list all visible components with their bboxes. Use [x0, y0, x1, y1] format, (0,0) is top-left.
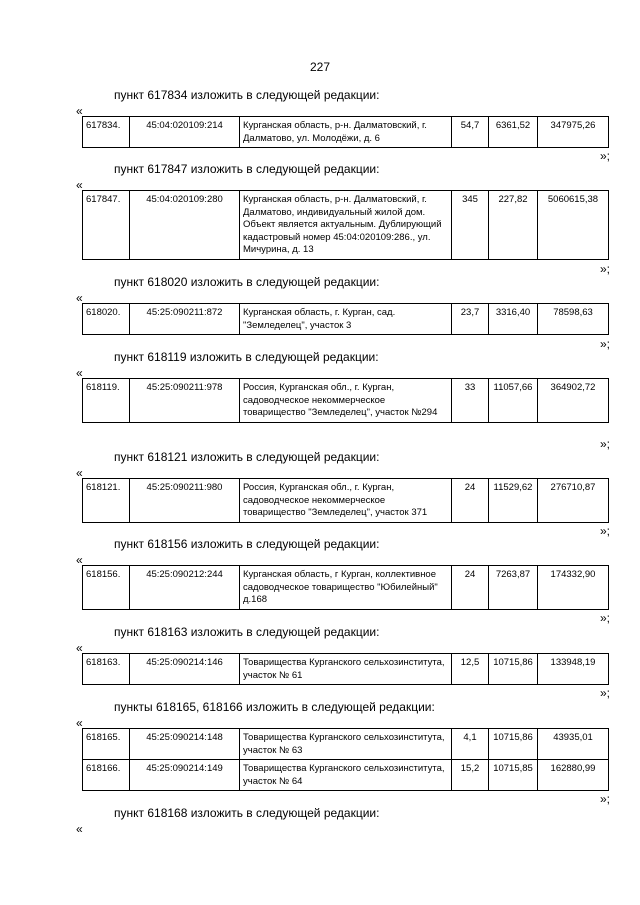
table-row — [83, 654, 609, 685]
open-quote: « — [76, 716, 83, 730]
close-quote: »; — [600, 686, 611, 700]
open-quote: « — [76, 641, 83, 655]
unit-price: 227,82 — [489, 191, 538, 260]
open-quote: « — [76, 178, 83, 192]
row-number: 618165. — [83, 729, 130, 760]
cadastral-number: 45:25:090211:980 — [130, 479, 240, 523]
cadastral-number: 45:25:090214:146 — [130, 654, 240, 685]
area: 33 — [452, 379, 489, 423]
area: 24 — [452, 479, 489, 523]
unit-price: 11057,66 — [489, 379, 538, 423]
address: Курганская область, р-н. Далматовский, г. Далматово, ул. Молодёжи, д. 6 — [240, 117, 452, 148]
unit-price: 3316,40 — [489, 304, 538, 335]
cadastral-number: 45:25:090211:872 — [130, 304, 240, 335]
close-quote: »; — [600, 262, 611, 276]
address: Россия, Курганская обл., г. Курган, садоводческое некоммерческое товарищество "Земледелец", участок №294 — [240, 379, 452, 423]
address: Курганская область, г. Курган, сад. "Земледелец", участок 3 — [240, 304, 452, 335]
address: Россия, Курганская обл., г. Курган, садоводческое некоммерческое товарищество "Земледелец", участок 371 — [240, 479, 452, 523]
section-heading: пункт 617847 изложить в следующей редакции: — [114, 162, 380, 176]
row-number: 618121. — [83, 479, 130, 523]
area: 54,7 — [452, 117, 489, 148]
open-quote: « — [76, 366, 83, 380]
unit-price: 7263,87 — [489, 566, 538, 610]
section-heading: пункт 618020 изложить в следующей редакции: — [114, 275, 380, 289]
address: Товарищества Курганского сельхозинститута, участок № 63 — [240, 729, 452, 760]
open-quote: « — [76, 466, 83, 480]
total-value: 133948,19 — [538, 654, 609, 685]
row-number: 617834. — [83, 117, 130, 148]
cadastral-number: 45:25:090211:978 — [130, 379, 240, 423]
row-number: 618020. — [83, 304, 130, 335]
cadastral-number: 45:25:090212:244 — [130, 566, 240, 610]
property-table — [82, 653, 609, 685]
section-heading: пункт 618156 изложить в следующей редакции: — [114, 537, 380, 551]
close-quote: »; — [600, 149, 611, 163]
table-row — [83, 191, 609, 260]
unit-price: 10715,86 — [489, 729, 538, 760]
property-table — [82, 116, 609, 148]
property-table — [82, 478, 609, 523]
open-quote: « — [76, 553, 83, 567]
table-row — [83, 729, 609, 760]
area: 4,1 — [452, 729, 489, 760]
table-row — [83, 566, 609, 610]
area: 12,5 — [452, 654, 489, 685]
area: 23,7 — [452, 304, 489, 335]
section-heading: пункты 618165, 618166 изложить в следующей редакции: — [114, 700, 435, 714]
property-table — [82, 190, 609, 260]
close-quote: »; — [600, 611, 611, 625]
unit-price: 10715,85 — [489, 760, 538, 791]
page-number: 227 — [309, 60, 331, 74]
property-table — [82, 728, 609, 791]
table-row — [83, 479, 609, 523]
table-row — [83, 379, 609, 423]
close-quote: »; — [600, 437, 611, 451]
row-number: 618119. — [83, 379, 130, 423]
total-value: 43935,01 — [538, 729, 609, 760]
total-value: 78598,63 — [538, 304, 609, 335]
address: Товарищества Курганского сельхозинститута, участок № 61 — [240, 654, 452, 685]
open-quote: « — [76, 822, 83, 836]
address: Курганская область, р-н. Далматовский, г. Далматово, индивидуальный жилой дом. Объект является актуальным. Дублирующий кадастровый номер 45:04:020109:286., ул. Мичурина, д. 13 — [240, 191, 452, 260]
open-quote: « — [76, 291, 83, 305]
cadastral-number: 45:25:090214:148 — [130, 729, 240, 760]
table-row — [83, 117, 609, 148]
address: Курганская область, г Курган, коллективное садоводческое товарищество "Юбилейный" д.168 — [240, 566, 452, 610]
section-heading: пункт 618119 изложить в следующей редакции: — [114, 350, 379, 364]
row-number: 618156. — [83, 566, 130, 610]
total-value: 364902,72 — [538, 379, 609, 423]
table-row — [83, 304, 609, 335]
total-value: 276710,87 — [538, 479, 609, 523]
total-value: 347975,26 — [538, 117, 609, 148]
section-heading: пункт 618168 изложить в следующей редакции: — [114, 806, 380, 820]
close-quote: »; — [600, 524, 611, 538]
area: 15,2 — [452, 760, 489, 791]
property-table — [82, 378, 609, 423]
address: Товарищества Курганского сельхозинститута, участок № 64 — [240, 760, 452, 791]
unit-price: 6361,52 — [489, 117, 538, 148]
unit-price: 11529,62 — [489, 479, 538, 523]
unit-price: 10715,86 — [489, 654, 538, 685]
cadastral-number: 45:04:020109:280 — [130, 191, 240, 260]
section-heading: пункт 618163 изложить в следующей редакции: — [114, 625, 380, 639]
row-number: 618166. — [83, 760, 130, 791]
close-quote: »; — [600, 792, 611, 806]
property-table — [82, 303, 609, 335]
close-quote: »; — [600, 337, 611, 351]
total-value: 162880,99 — [538, 760, 609, 791]
table-row — [83, 760, 609, 791]
row-number: 618163. — [83, 654, 130, 685]
area: 345 — [452, 191, 489, 260]
row-number: 617847. — [83, 191, 130, 260]
total-value: 174332,90 — [538, 566, 609, 610]
total-value: 5060615,38 — [538, 191, 609, 260]
section-heading: пункт 618121 изложить в следующей редакции: — [114, 450, 380, 464]
section-heading: пункт 617834 изложить в следующей редакции: — [114, 88, 380, 102]
cadastral-number: 45:04:020109:214 — [130, 117, 240, 148]
area: 24 — [452, 566, 489, 610]
open-quote: « — [76, 104, 83, 118]
cadastral-number: 45:25:090214:149 — [130, 760, 240, 791]
property-table — [82, 565, 609, 610]
